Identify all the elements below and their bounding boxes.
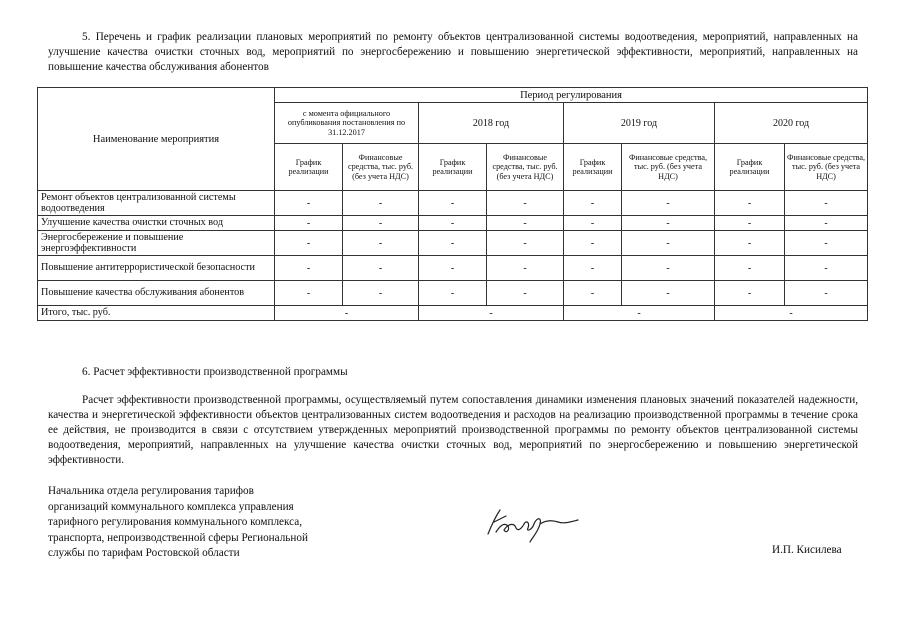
total-cell: - [419,306,564,321]
table-cell: - [622,216,715,231]
subheader-schedule: График реализации [275,144,343,191]
table-cell: - [343,216,419,231]
table-cell: - [419,231,487,256]
row-activity-name: Повышение антитеррористической безопасности [38,256,275,281]
header-period-since-publication: с момента официального опубликования постановления по 31.12.2017 [275,103,419,144]
table-cell: - [419,191,487,216]
table-cell: - [275,256,343,281]
subheader-funds: Финансовые средства, тыс. руб. (без учета НДС) [785,144,868,191]
table-cell: - [343,231,419,256]
table-row [38,216,868,231]
table-row [38,281,868,306]
signatory-line: тарифного регулирования коммунального комплекса, [48,516,303,528]
table-cell: - [715,231,785,256]
header-year-2020: 2020 год [715,103,868,144]
row-activity-name: Повышение качества обслуживания абонентов [38,281,275,306]
total-label: Итого, тыс. руб. [38,306,275,321]
table-cell: - [622,256,715,281]
table-row [38,256,868,281]
table-cell: - [715,191,785,216]
header-year-2018: 2018 год [419,103,564,144]
signatory-line: транспорта, непроизводственной сферы Региональной [48,531,308,544]
table-cell: - [715,281,785,306]
table-cell: - [275,191,343,216]
row-activity-name: Улучшение качества очистки сточных вод [38,216,275,231]
table-cell: - [622,191,715,216]
table-cell: - [564,216,622,231]
table-cell: - [343,191,419,216]
header-period: Период регулирования [275,88,868,103]
table-cell: - [275,231,343,256]
table-cell: - [564,231,622,256]
table-cell: - [419,256,487,281]
table-cell: - [564,281,622,306]
table-cell: - [487,216,564,231]
signatory-line: Начальника отдела регулирования тарифов [48,485,254,497]
table-cell: - [275,216,343,231]
table-cell: - [715,216,785,231]
row-activity-name: Энергосбережение и повышение энергоэффективности [38,231,275,256]
table-cell: - [419,216,487,231]
table-cell: - [785,216,868,231]
total-cell: - [715,306,868,321]
subheader-schedule: График реализации [419,144,487,191]
table-cell: - [622,231,715,256]
table-cell: - [564,256,622,281]
subheader-schedule: График реализации [564,144,622,191]
table-row [38,231,868,256]
table-cell: - [785,191,868,216]
table-cell: - [785,281,868,306]
table-cell: - [564,191,622,216]
table-cell: - [715,256,785,281]
table-cell: - [487,256,564,281]
subheader-schedule: График реализации [715,144,785,191]
table-cell: - [343,281,419,306]
header-year-2019: 2019 год [564,103,715,144]
table-row [38,191,868,216]
activities-table [37,87,868,321]
subheader-funds: Финансовые средства, тыс. руб. (без учета НДС) [343,144,419,191]
section-5-heading: 5. Перечень и график реализации плановых мероприятий по ремонту объектов централизованной системы водоотведения, мероприятий, направленных на улучшение качества очистки сточных вод, мероприятий по энергосбережению и повышению энергетической эффективности, мероприятий, направленных на повышение качества обслуживания абонентов [48,31,858,73]
subheader-funds: Финансовые средства, тыс. руб. (без учета НДС) [622,144,715,191]
table-cell: - [785,256,868,281]
total-row [38,306,868,321]
table-cell: - [487,191,564,216]
header-activity-name: Наименование мероприятия [38,88,275,191]
row-activity-name: Ремонт объектов централизованной системы водоотведения [38,191,275,216]
table-cell: - [343,256,419,281]
signatory-name: И.П. Кисилева [772,544,842,556]
subheader-funds: Финансовые средства, тыс. руб. (без учета НДС) [487,144,564,191]
table-cell: - [622,281,715,306]
table-cell: - [275,281,343,306]
total-cell: - [275,306,419,321]
table-cell: - [487,231,564,256]
signatory-position [48,484,378,562]
total-cell: - [564,306,715,321]
section-6-title: 6. Расчет эффективности производственной программы [82,366,348,378]
table-cell: - [785,231,868,256]
section-6-body: Расчет эффективности производственной программы, осуществляемый путем сопоставления динамики изменения плановых значений показателей надежности, качества и энергетической эффективности объектов централизованных систем водоотведения и расходов на реализацию производственной программы в течение срока ее действия, не производится в связи с отсутствием утвержденных мероприятий производственной программы по ремонту объектов централизованной системы водоотведения, мероприятий, направленных на улучшение качества очистки сточных вод, мероприятий по энергосбережению и повышению энергетической эффективности. [48,394,858,466]
handwritten-signature [482,502,582,544]
signatory-line: службы по тарифам Ростовской области [48,547,240,559]
table-cell: - [487,281,564,306]
table-cell: - [419,281,487,306]
signatory-line: организаций коммунального комплекса управления [48,500,294,513]
